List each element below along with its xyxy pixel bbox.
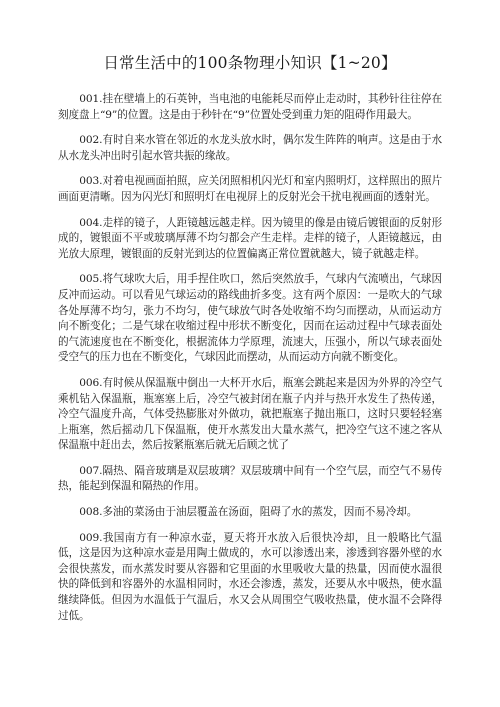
paragraph-002: 002.有时自来水管在邻近的水龙头放水时，偶尔发生阵阵的响声。这是由于水从水龙头冲出时引起水管共振的缘故。: [58, 134, 442, 162]
paragraph-004: 004.走样的镜子，人距镜越远越走样。因为镜里的像是由镜后镀银面的反射形成的，镀银面不平或玻璃厚薄不均匀都会产生走样。走样的镜子，人距镜越远，由光放大原理，镀银面的反射光到达的位置偏离正常位置就越大，镜子就越走样。: [58, 216, 442, 260]
paragraph-003: 003.对着电视画面拍照，应关闭照相机闪光灯和室内照明灯，这样照出的照片画面更清晰。因为闪光灯和照明灯在电视屏上的反射光会干扰电视画面的透射光。: [58, 175, 442, 203]
paragraph-007: 007.隔热、隔音玻璃是双层玻璃？双层玻璃中间有一个空气层，而空气不易传热，能起到保温和隔热的作用。: [58, 464, 442, 493]
paragraph-005: 005.将气球吹大后，用手捏住吹口，然后突然放手，气球内气流喷出，气球因反冲而运动。可以看见气球运动的路线曲折多变。这有两个原因：一是吹大的气球各处厚薄不均匀，张力不均匀，使气球放气时各处收缩不均匀而摆动，从而运动方向不断变化；二是气球在收缩过程中形状不断变化，因而在运动过程中气球表面处的气流速度也在不断变化，根据流体力学原理，流速大，压强小，所以气球表面处受空气的压力也在不断变化，气球因此而摆动，从而运动方向就不断变化。: [58, 273, 442, 364]
page-title: 日常生活中的100条物理小知识【1~20】: [103, 54, 397, 72]
paragraph-008: 008.多油的菜汤由于油层覆盖在汤面，阻碍了水的蒸发，因而不易冷却。: [79, 506, 418, 519]
paragraph-001: 001.挂在壁墙上的石英钟，当电池的电能耗尽而停止走动时，其秒针往往停在刻度盘上“9”的位置。这是由于秒针在“9”位置处受到重力矩的阻碍作用最大。: [58, 93, 442, 121]
paragraph-006: 006.有时候从保温瓶中倒出一大杯开水后，瓶塞会跳起来是因为外界的冷空气乘机钻入保温瓶，瓶塞塞上后，冷空气被封闭在瓶子内并与热开水发生了热传递，冷空气温度升高，气体受热膨胀对外做功，就把瓶塞子抛出瓶口，这时只要轻轻塞上瓶塞，然后摇动几下保温瓶，使开水蒸发出大量水蒸气，把冷空气这不速之客从保温瓶中赶出去，然后按紧瓶塞后就无后顾之忧了: [58, 376, 442, 452]
paragraph-009: 009.我国南方有一种凉水壶，夏天将开水放入后很快冷却，且一般略比气温低，这是因为这种凉水壶是用陶土做成的，水可以渗透出来，渗透到容器外壁的水会很快蒸发，而水蒸发时要从容器和它里面的水里吸收大量的热量，因而使水温很快的降低到和容器外的水温相同时，水还会渗透，蒸发，还要从水中吸热，使水温继续降低。但因为水温低于气温后，水又会从周围空气吸收热量，使水温不会降得过低。: [58, 531, 442, 622]
